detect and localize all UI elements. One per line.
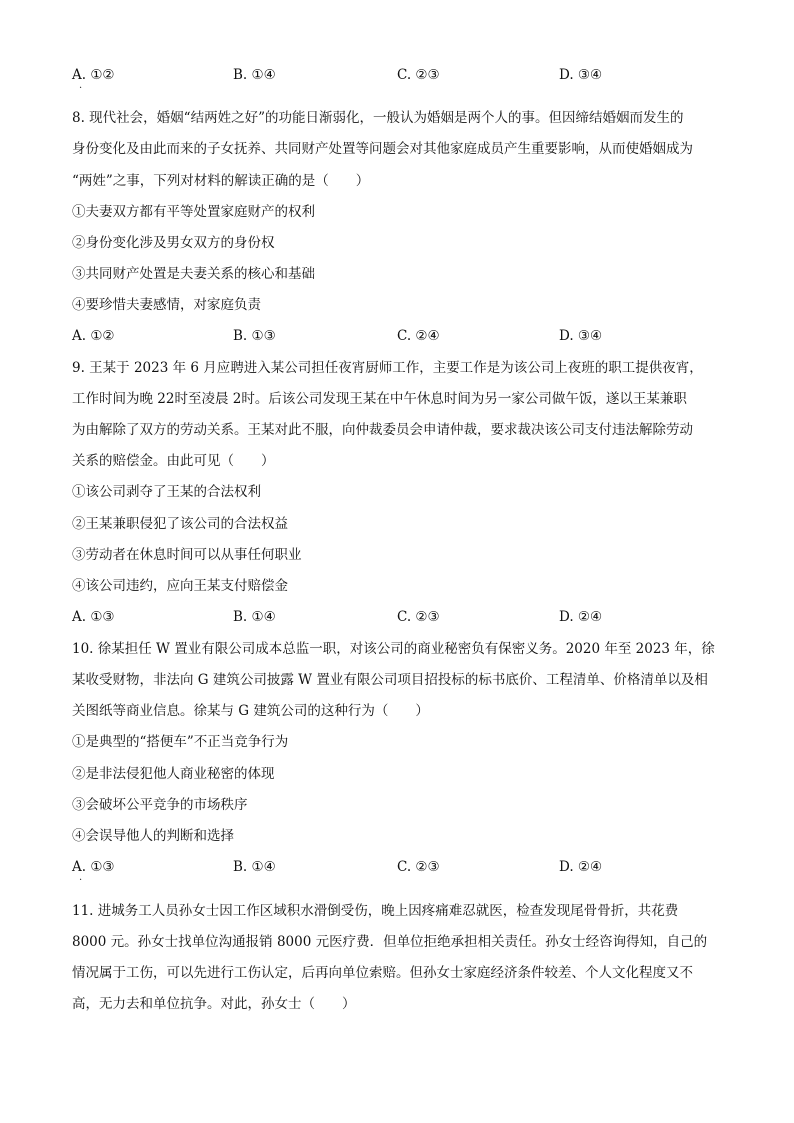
q9-stem-line: 9. 王某于 2023 年 6 月应聘进入某公司担任夜宵厨师工作，主要工作是为该公司上夜班的职工提供夜宵， bbox=[72, 360, 703, 376]
q9-statement: ④该公司违约，应向王某支付赔偿金 bbox=[72, 578, 288, 594]
q9-option-c: C. ②③ bbox=[397, 609, 440, 625]
q8-statement: ④要珍惜夫妻感情，对家庭负责 bbox=[72, 297, 261, 313]
q7-option-d: D. ③④ bbox=[559, 67, 603, 83]
q8-stem-line: “两姓”之事，下列对材料的解读正确的是（ ） bbox=[72, 173, 370, 189]
scan-dot: · bbox=[79, 83, 83, 94]
q9-stem-line: 为由解除了双方的劳动关系。王某对此不服，向仲裁委员会申请仲裁，要求裁决该公司支付违法解除劳动 bbox=[72, 422, 693, 438]
q10-statement: ④会误导他人的判断和选择 bbox=[72, 828, 234, 844]
q9-stem-line: 工作时间为晚 22时至凌晨 2时。后该公司发现王某在中午休息时间为另一家公司做午饭，遂以王某兼职 bbox=[72, 391, 687, 407]
q8-options bbox=[72, 327, 732, 345]
scan-dot: · bbox=[79, 875, 83, 886]
q8-stem-line: 8. 现代社会，婚姻“结两姓之好”的功能日渐弱化，一般认为婚姻是两个人的事。但因缔结婚姻而发生的 bbox=[72, 110, 684, 126]
q7-option-b: B. ①④ bbox=[233, 67, 276, 83]
q10-option-d: D. ②④ bbox=[559, 859, 603, 875]
q11-stem-line: 高，无力去和单位抗争。对此，孙女士（ ） bbox=[72, 996, 356, 1012]
q9-stem-line: 关系的赔偿金。由此可见（ ） bbox=[72, 453, 275, 469]
q9-statement: ①该公司剥夺了王某的合法权利 bbox=[72, 484, 261, 500]
q9-statement: ②王某兼职侵犯了该公司的合法权益 bbox=[72, 516, 288, 532]
q9-option-a: A. ①③ bbox=[72, 609, 115, 625]
q9-statement: ③劳动者在休息时间可以从事任何职业 bbox=[72, 547, 302, 563]
q10-stem-line: 10. 徐某担任 W 置业有限公司成本总监一职，对该公司的商业秘密负有保密义务。2020 年至 2023 年，徐 bbox=[72, 641, 715, 657]
q11-stem-line: 11. 进城务工人员孙女士因工作区域积水滑倒受伤，晚上因疼痛难忍就医，检查发现尾骨骨折，共花费 bbox=[72, 903, 679, 919]
q10-statement: ②是非法侵犯他人商业秘密的体现 bbox=[72, 766, 275, 782]
q7-options bbox=[72, 66, 732, 84]
q9-option-d: D. ②④ bbox=[559, 609, 603, 625]
q10-option-c: C. ②③ bbox=[397, 859, 440, 875]
q8-statement: ①夫妻双方都有平等处置家庭财产的权利 bbox=[72, 204, 315, 220]
q11-stem-line: 情况属于工伤，可以先进行工伤认定，后再向单位索赔。但孙女士家庭经济条件较差、个人文化程度又不 bbox=[72, 965, 693, 981]
q11-stem-line: 8000 元。孙女士找单位沟通报销 8000 元医疗费．但单位拒绝承担相关责任。孙女士经咨询得知，自己的 bbox=[72, 934, 708, 950]
q10-statement: ①是典型的“搭便车”不正当竞争行为 bbox=[72, 734, 289, 750]
q10-option-a: A. ①③ bbox=[72, 859, 115, 875]
q9-options bbox=[72, 608, 732, 626]
q8-statement: ②身份变化涉及男女双方的身份权 bbox=[72, 235, 275, 251]
q8-statement: ③共同财产处置是夫妻关系的核心和基础 bbox=[72, 266, 315, 282]
q8-stem-line: 身份变化及由此而来的子女抚养、共同财产处置等问题会对其他家庭成员产生重要影响，从而使婚姻成为 bbox=[72, 141, 693, 157]
q10-option-b: B. ①④ bbox=[233, 859, 276, 875]
q7-option-a: A. ①② bbox=[72, 67, 115, 83]
q10-stem-line: 关图纸等商业信息。徐某与 G 建筑公司的这种行为（ ） bbox=[72, 703, 429, 719]
q10-options bbox=[72, 858, 732, 876]
q10-stem-line: 某收受财物，非法向 G 建筑公司披露 W 置业有限公司项目招投标的标书底价、工程清单、价格清单以及相 bbox=[72, 672, 708, 688]
q7-option-c: C. ②③ bbox=[397, 67, 440, 83]
q10-statement: ③会破坏公平竞争的市场秩序 bbox=[72, 797, 248, 813]
q9-option-b: B. ①④ bbox=[233, 609, 276, 625]
q8-option-a: A. ①② bbox=[72, 328, 115, 344]
q8-option-b: B. ①③ bbox=[233, 328, 276, 344]
q8-option-d: D. ③④ bbox=[559, 328, 603, 344]
q8-option-c: C. ②④ bbox=[397, 328, 440, 344]
